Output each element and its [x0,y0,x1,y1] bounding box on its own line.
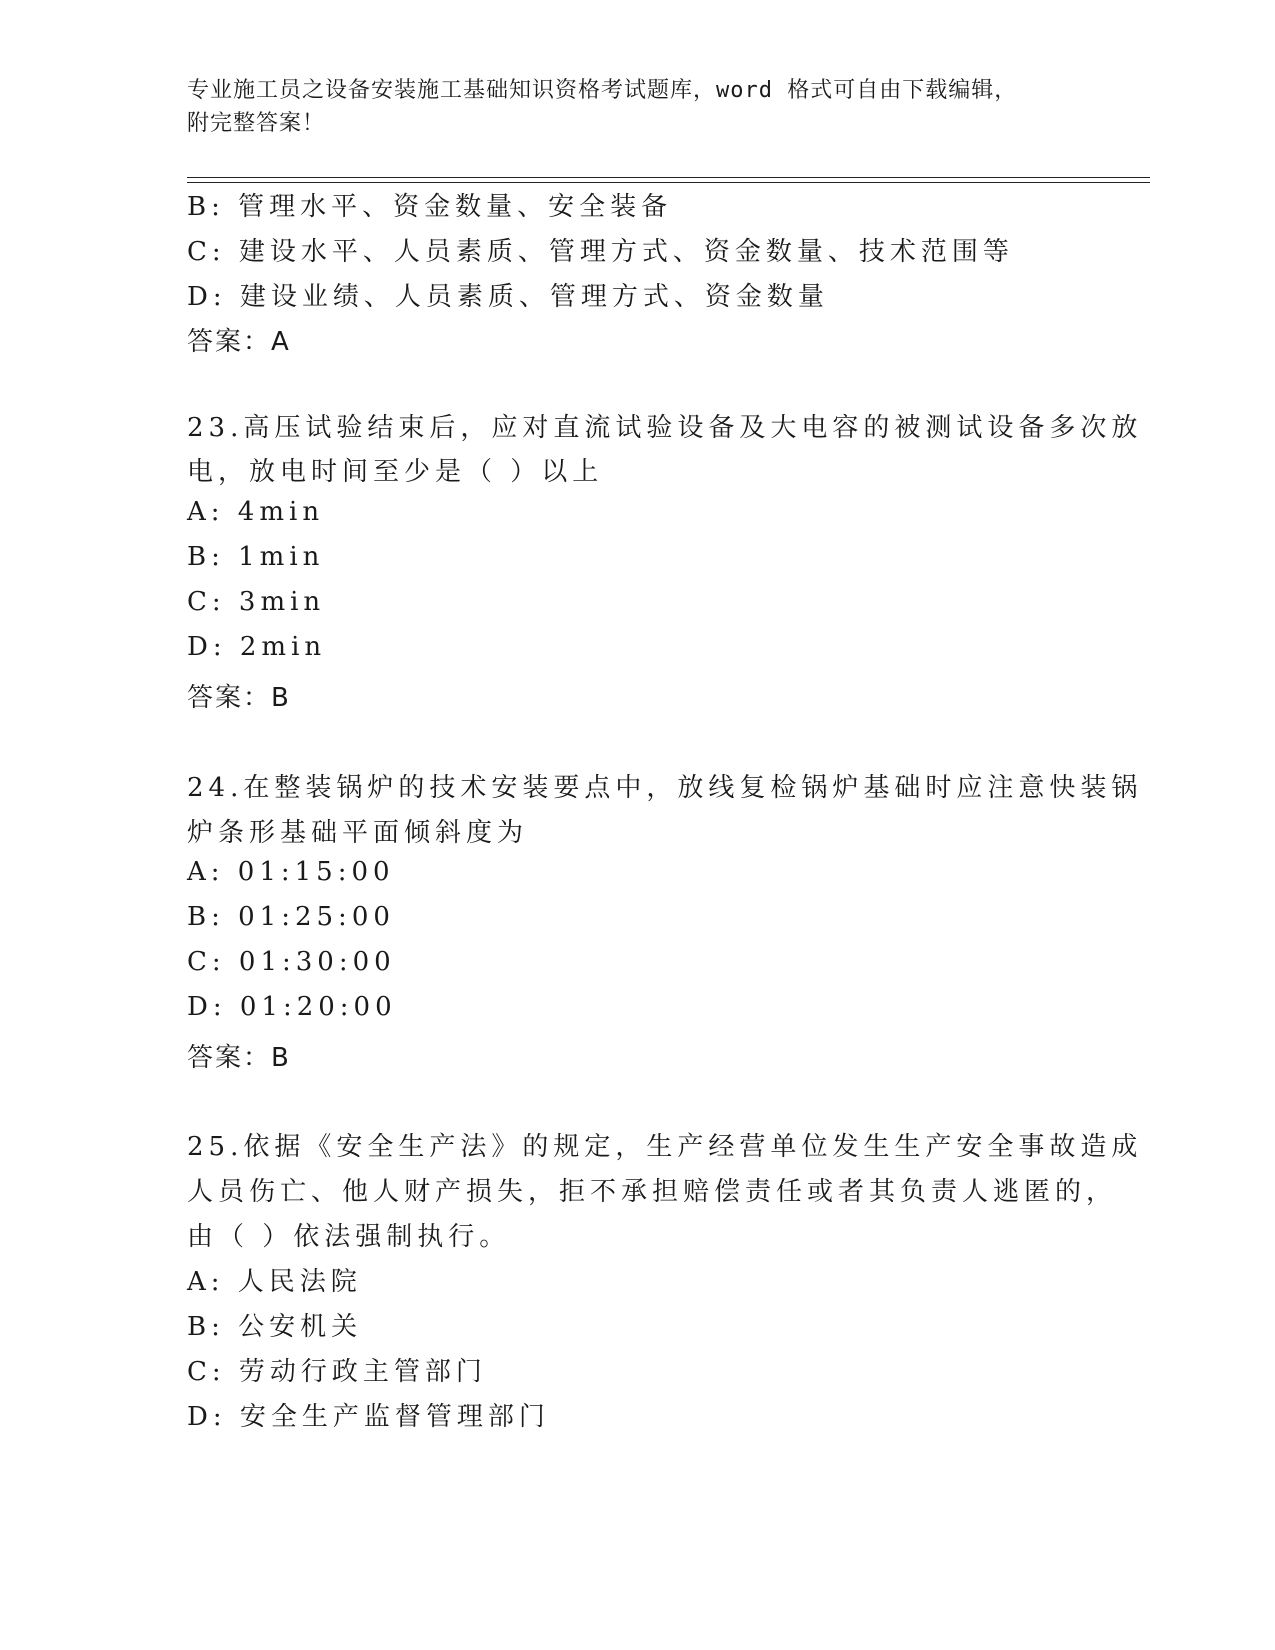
q23-option-d: D: 2min [187,632,327,662]
q23-answer: 答案：B [187,683,291,713]
q23-option-a: A: 4min [187,497,325,527]
prev-question-option-d: D: 建设业绩、人员素质、管理方式、资金数量 [187,282,829,312]
q25-option-c: C: 劳动行政主管部门 [187,1357,487,1387]
q24-stem-line-1: 24.在整装锅炉的技术安装要点中，放线复检锅炉基础时应注意快装锅 [187,773,1143,803]
q25-stem-line-2: 人员伤亡、他人财产损失，拒不承担赔偿责任或者其负责人逃匿的， [187,1177,1118,1207]
q25-option-b: B: 公安机关 [187,1312,363,1342]
prev-question-option-c: C: 建设水平、人员素质、管理方式、资金数量、技术范围等 [187,237,1014,267]
q25-stem-line-1: 25.依据《安全生产法》的规定，生产经营单位发生生产安全事故造成 [187,1132,1143,1162]
q24-option-a: A: 01:15:00 [187,857,395,887]
document-header [187,74,1067,140]
q25-option-a: A: 人民法院 [187,1267,362,1297]
q24-stem-line-2: 炉条形基础平面倾斜度为 [187,818,529,848]
header-divider-bottom [187,182,1150,183]
prev-question-answer: 答案：A [187,327,291,357]
q24-option-d: D: 01:20:00 [187,992,397,1022]
q23-stem-line-1: 23.高压试验结束后，应对直流试验设备及大电容的被测试设备多次放 [187,413,1143,443]
q23-option-b: B: 1min [187,542,325,572]
header-divider-top [187,177,1150,178]
prev-question-option-b: B: 管理水平、资金数量、安全装备 [187,192,673,222]
q24-option-b: B: 01:25:00 [187,902,395,932]
q24-answer: 答案：B [187,1043,291,1073]
q24-option-c: C: 01:30:00 [187,947,396,977]
header-title-line-1: 专业施工员之设备安装施工基础知识资格考试题库，word 格式可自由下载编辑， [187,78,1018,103]
q23-option-c: C: 3min [187,587,326,617]
header-title-line-2: 附完整答案！ [187,111,326,136]
q25-option-d: D: 安全生产监督管理部门 [187,1402,550,1432]
q23-stem-line-2: 电，放电时间至少是（ ）以上 [187,457,604,487]
q25-stem-line-3: 由（ ）依法强制执行。 [187,1222,511,1252]
